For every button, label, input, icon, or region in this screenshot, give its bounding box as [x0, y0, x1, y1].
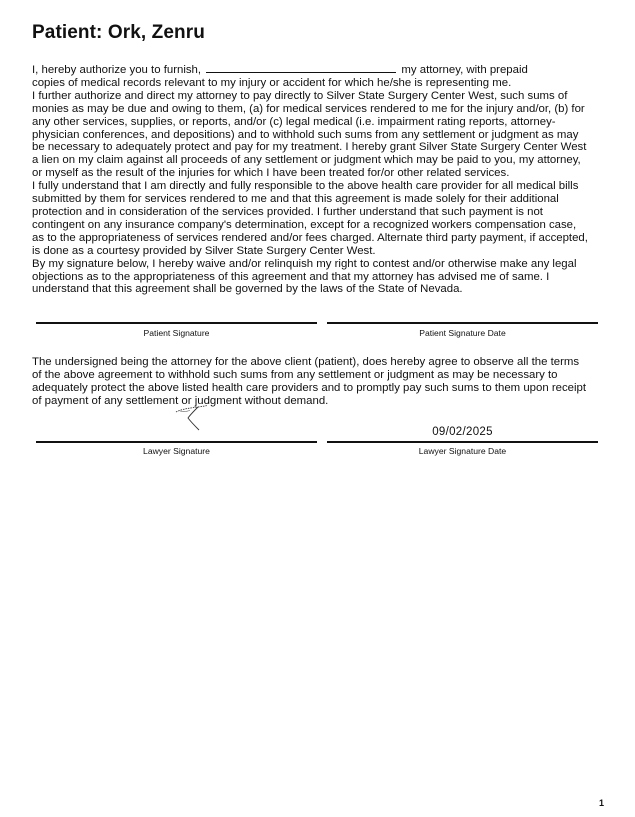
attorney-agreement-line: The undersigned being the attorney for the above client (patient), does hereby agree to observe all the terms	[32, 356, 580, 368]
page-title: Patient: Ork, Zenru	[32, 22, 205, 43]
authorization-line: protection and in consideration of the services provided. I further understand that such payment is not	[32, 205, 543, 218]
authorization-line: I further authorize and direct my attorney to pay directly to Silver State Surgery Center West, such sums of	[32, 89, 568, 102]
authorization-line: By my signature below, I hereby waive and/or relinquish my right to contest and/or otherwise make any legal	[32, 257, 577, 270]
attorney-agreement-line: of payment of any settlement or judgment without demand.	[32, 394, 329, 407]
patient-signature-line[interactable]	[36, 322, 317, 324]
authorization-line: monies as may be due and owing to them, (a) for medical services rendered to me for the injury and/or, (b) for	[32, 102, 585, 115]
authorization-intro-text: I, hereby authorize you to furnish,	[32, 64, 202, 76]
authorization-intro-continuation: my attorney, with prepaid	[401, 64, 528, 76]
lawyer-signature-line[interactable]	[36, 441, 317, 443]
lawyer-signature-date-line[interactable]	[327, 441, 598, 443]
authorization-line: submitted by them for services rendered to me and that this agreement is made solely for their additional	[32, 193, 559, 206]
authorization-intro-line	[32, 63, 604, 77]
authorization-line: objections as to the appropriateness of this agreement and that my attorney has advised me of same. I	[32, 270, 550, 283]
authorization-line: any other services, supplies, or reports, and/or (c) legal medical (i.e. impairment rating reports, attorney-	[32, 115, 556, 128]
authorization-line: as to the appropriateness of services rendered and/or fees charged. Alternate third party payment, if accepted,	[32, 231, 588, 244]
authorization-line: contingent on any insurance company's determination, except for a recognized workers compensation case,	[32, 218, 577, 231]
attorney-agreement-paragraph	[32, 356, 604, 408]
authorization-line: copies of medical records relevant to my injury or accident for which he/she is representing me.	[32, 76, 512, 89]
patient-signature-label: Patient Signature	[143, 328, 210, 338]
attorney-agreement-line: of the above agreement to withhold such sums from any settlement or judgment as may be necessary to	[32, 368, 558, 381]
attorney-agreement-line: adequately protect the above listed health care providers and to promptly pay such sums to them upon receipt	[32, 381, 587, 394]
attorney-name-blank[interactable]	[206, 63, 396, 73]
lawyer-signature-label: Lawyer Signature	[143, 446, 210, 456]
authorization-line: a lien on my claim against all proceeds of any settlement or judgment which may be paid to you, my attorney,	[32, 154, 581, 167]
lawyer-handwritten-signature	[172, 400, 232, 438]
authorization-line: physician conferences, and depositions) and to withhold such sums from any settlement or judgment as may	[32, 128, 579, 141]
authorization-paragraph	[32, 63, 604, 296]
authorization-line: understand that this agreement shall be governed by the laws of the State of Nevada.	[32, 283, 463, 296]
patient-signature-date-line[interactable]	[327, 322, 598, 324]
page-number: 1	[598, 798, 604, 808]
authorization-line: be necessary to adequately protect and pay for my treatment. I hereby grant Silver State Surgery Center West	[32, 141, 587, 154]
lawyer-signature-date-label: Lawyer Signature Date	[418, 446, 507, 456]
patient-signature-date-label: Patient Signature Date	[419, 328, 506, 338]
authorization-line: or myself as the result of the injuries for which I have been treated for/or other related services.	[32, 167, 510, 180]
authorization-line: I fully understand that I am directly and fully responsible to the above health care provider for all medical bills	[32, 180, 579, 193]
lawyer-signature-date-value: 09/02/2025	[432, 426, 493, 438]
authorization-line: is done as a courtesy provided by Silver State Surgery Center West.	[32, 244, 376, 257]
